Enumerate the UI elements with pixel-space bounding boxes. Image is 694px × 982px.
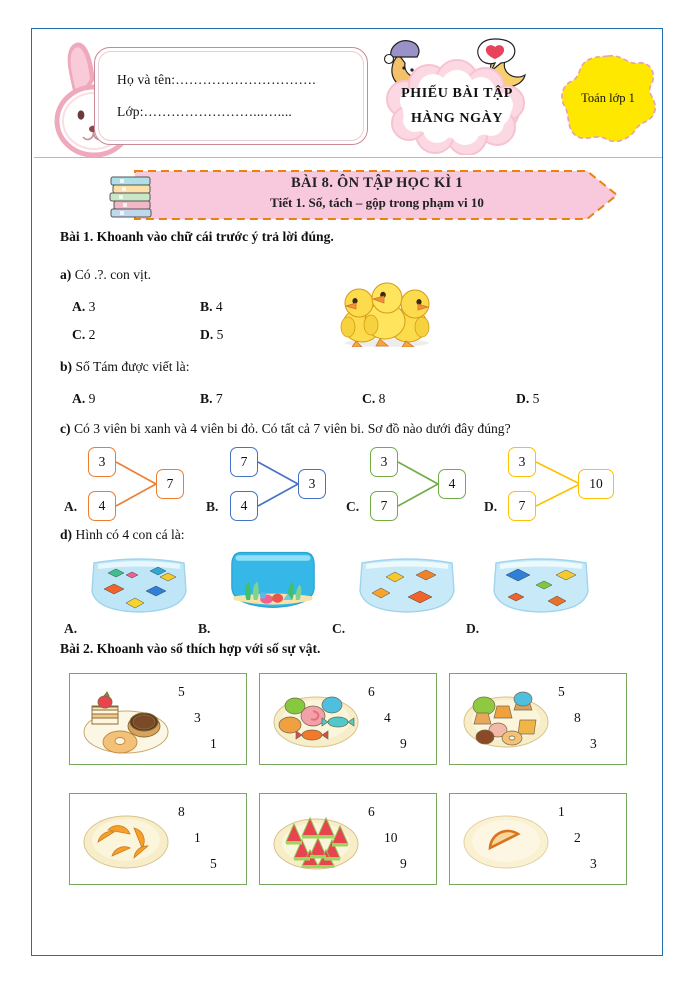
plate-candies-image: [268, 680, 364, 758]
worksheet-page: [31, 28, 663, 956]
plate-cake-image: [78, 680, 174, 758]
option-1a-C-value: 2: [88, 327, 96, 342]
ducklings-image: [332, 277, 442, 347]
plate-pastries-image: [458, 680, 554, 758]
number-bond-C-whole: 4: [438, 469, 466, 499]
option-1b-B-value: 7: [215, 391, 223, 406]
number-bond-D-bottom: 7: [508, 491, 536, 521]
lesson-banner-text: [157, 175, 597, 211]
worksheet-title-line2: HÀNG NGÀY: [410, 111, 504, 126]
option-1a-D[interactable]: [200, 327, 223, 343]
option-1b-C[interactable]: [362, 391, 385, 407]
worksheet-title: [377, 81, 537, 131]
number-bond-B-whole: 3: [298, 469, 326, 499]
page-header: [32, 29, 664, 157]
exercise-2-heading: Bài 2. Khoanh vào số thích hợp với số sự vật.: [60, 641, 321, 656]
count-cell-5-num-2[interactable]: 10: [384, 830, 398, 845]
count-cell-2-num-3[interactable]: 9: [400, 736, 407, 751]
number-bond-D-whole: 10: [578, 469, 614, 499]
count-cell-5-num-3[interactable]: 9: [400, 856, 407, 871]
count-cell-3[interactable]: [449, 673, 627, 765]
question-1b-text: Số Tám được viết là:: [75, 359, 190, 374]
number-bond-B-top: 7: [230, 447, 258, 477]
fishbowl-C-image: [352, 551, 462, 615]
count-cell-4-num-3[interactable]: 5: [210, 856, 217, 871]
number-bond-B-label: B.: [206, 499, 219, 514]
lesson-banner-line1: BÀI 8. ÔN TẬP HỌC KÌ 1: [291, 175, 463, 191]
option-1b-A[interactable]: [72, 391, 95, 407]
option-1a-A-value: 3: [88, 299, 96, 314]
question-1c-label: c): [60, 421, 71, 436]
count-cell-1-num-3[interactable]: 1: [210, 736, 217, 751]
count-cell-2-num-2[interactable]: 4: [384, 710, 391, 725]
count-cell-5[interactable]: [259, 793, 437, 885]
count-cell-6-num-2[interactable]: 2: [574, 830, 581, 845]
count-cell-4[interactable]: [69, 793, 247, 885]
number-bond-D[interactable]: [484, 447, 630, 523]
fishbowl-D-image: [486, 551, 596, 615]
option-1b-A-key: A.: [72, 391, 86, 406]
count-cell-1[interactable]: [69, 673, 247, 765]
count-cell-2[interactable]: [259, 673, 437, 765]
question-1c-text: Có 3 viên bi xanh và 4 viên bi đỏ. Có tất cả 7 viên bi. Sơ đồ nào dưới đây đúng?: [73, 421, 511, 436]
question-1d-text: Hình có 4 con cá là:: [75, 527, 185, 542]
fishbowl-A-image: [84, 551, 194, 615]
books-stack-icon: [105, 169, 157, 221]
option-1a-B-key: B.: [200, 299, 213, 314]
lesson-banner-line2: Tiết 1. Số, tách – gộp trong phạm vi 10: [270, 195, 484, 210]
question-1b: [60, 359, 189, 375]
subject-badge-label: Toán lớp 1: [581, 91, 635, 105]
option-1b-D-value: 5: [532, 391, 540, 406]
number-bond-A-label: A.: [64, 499, 78, 514]
option-1a-A-key: A.: [72, 299, 86, 314]
count-cell-1-num-2[interactable]: 3: [194, 710, 201, 725]
option-1a-C[interactable]: [72, 327, 95, 343]
student-class-field[interactable]: Lớp:……………………...…....: [117, 104, 293, 119]
count-cell-1-num-1[interactable]: 5: [178, 684, 185, 699]
option-1a-A[interactable]: [72, 299, 95, 315]
lesson-banner: [97, 167, 625, 223]
student-name-field[interactable]: Họ và tên:………………………….: [117, 72, 316, 87]
option-1a-D-value: 5: [216, 327, 224, 342]
number-bond-C-label: C.: [346, 499, 360, 514]
count-cell-3-num-3[interactable]: 3: [590, 736, 597, 751]
option-1a-D-key: D.: [200, 327, 214, 342]
plate-single-orange-image: [458, 800, 554, 878]
worksheet-title-line1: PHIẾU BÀI TẬP: [401, 86, 513, 101]
number-bond-A-whole: 7: [156, 469, 184, 499]
fishbowl-C-label: C.: [332, 621, 346, 636]
question-1a-label: a): [60, 267, 72, 282]
count-cell-6[interactable]: [449, 793, 627, 885]
option-1b-B[interactable]: [200, 391, 223, 407]
count-cell-3-num-1[interactable]: 5: [558, 684, 565, 699]
number-bond-D-label: D.: [484, 499, 498, 514]
count-cell-4-num-2[interactable]: 1: [194, 830, 201, 845]
fishbowl-B-label: B.: [198, 621, 211, 636]
number-bond-C[interactable]: [346, 447, 492, 523]
option-1b-C-key: C.: [362, 391, 376, 406]
option-1b-A-value: 9: [88, 391, 96, 406]
count-cell-5-num-1[interactable]: 6: [368, 804, 375, 819]
plate-watermelon-image: [268, 800, 364, 878]
option-1b-C-value: 8: [378, 391, 386, 406]
number-bond-A-top: 3: [88, 447, 116, 477]
count-cell-2-num-1[interactable]: 6: [368, 684, 375, 699]
number-bond-B[interactable]: [206, 447, 352, 523]
option-1b-D-key: D.: [516, 391, 530, 406]
question-1a-text: Có .?. con vịt.: [74, 267, 152, 282]
subject-badge: [556, 53, 660, 147]
number-bond-C-top: 3: [370, 447, 398, 477]
student-info-box[interactable]: [94, 47, 368, 145]
fishbowl-D-label: D.: [466, 621, 480, 636]
count-cell-4-num-1[interactable]: 8: [178, 804, 185, 819]
question-1c: [60, 421, 511, 437]
number-bond-C-bottom: 7: [370, 491, 398, 521]
number-bond-B-bottom: 4: [230, 491, 258, 521]
option-1a-B-value: 4: [215, 299, 223, 314]
question-1d: [60, 527, 185, 543]
number-bond-D-top: 3: [508, 447, 536, 477]
number-bond-A[interactable]: [64, 447, 210, 523]
option-1b-B-key: B.: [200, 391, 213, 406]
count-cell-6-num-3[interactable]: 3: [590, 856, 597, 871]
count-cell-6-num-1[interactable]: 1: [558, 804, 565, 819]
plate-orange-slices-image: [78, 800, 174, 878]
option-1b-D[interactable]: [516, 391, 539, 407]
question-1d-label: d): [60, 527, 73, 542]
number-bond-A-bottom: 4: [88, 491, 116, 521]
header-divider: [34, 157, 662, 158]
fishbowl-A-label: A.: [64, 621, 78, 636]
question-1a: [60, 267, 151, 283]
option-1a-B[interactable]: [200, 299, 223, 315]
exercise-1-heading: Bài 1. Khoanh vào chữ cái trước ý trả lời đúng.: [60, 229, 334, 244]
count-cell-3-num-2[interactable]: 8: [574, 710, 581, 725]
question-1b-label: b): [60, 359, 73, 374]
option-1a-C-key: C.: [72, 327, 86, 342]
worksheet-title-cloud: [377, 37, 537, 155]
fishbowl-B-image: [218, 547, 328, 611]
